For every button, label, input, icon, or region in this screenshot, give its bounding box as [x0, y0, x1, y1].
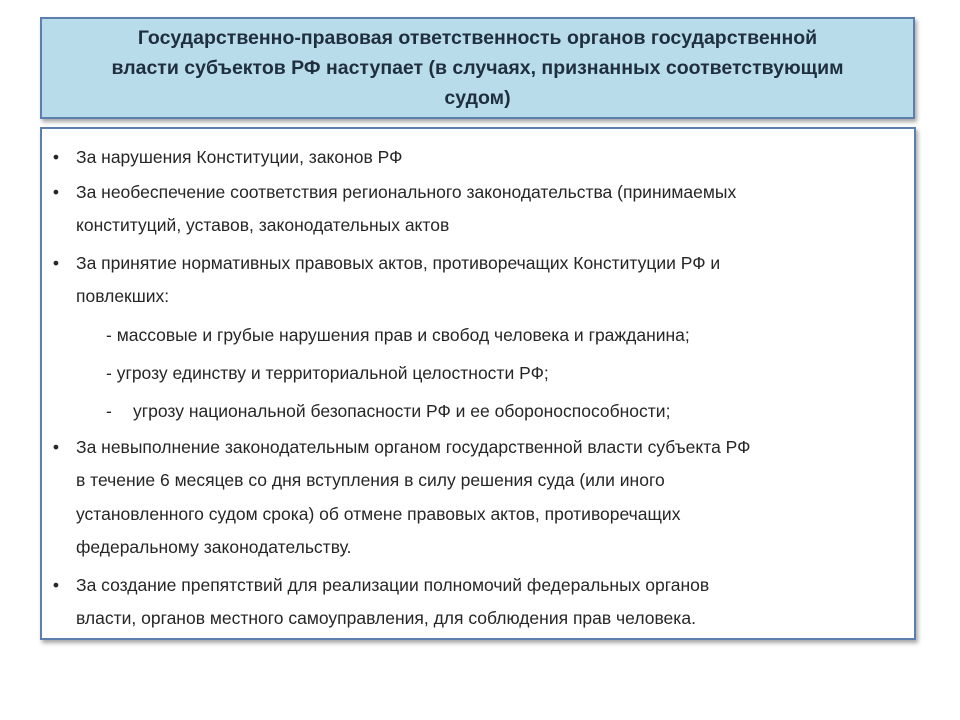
- list-item-line: конституций, уставов, законодательных актов: [76, 215, 450, 235]
- list-item-line: За создание препятствий для реализации полномочий федеральных органов: [76, 575, 710, 595]
- list-item-line: За нарушения Конституции, законов РФ: [76, 147, 403, 167]
- list-item-line: За необеспечение соответствия регионального законодательства (принимаемых: [76, 182, 737, 202]
- bullet-icon: •: [52, 182, 60, 202]
- sub-item-dash: -: [106, 401, 112, 421]
- list-item-line: федеральному законодательству.: [76, 537, 352, 557]
- list-item-line: в течение 6 месяцев со дня вступления в силу решения суда (или иного: [76, 470, 665, 490]
- list-item-line: За принятие нормативных правовых актов, противоречащих Конституции РФ и: [76, 253, 721, 273]
- bullet-icon: •: [52, 147, 60, 167]
- bullet-icon: •: [52, 575, 60, 595]
- bullet-icon: •: [52, 437, 60, 457]
- list-item-line: За невыполнение законодательным органом государственной власти субъекта РФ: [76, 437, 751, 457]
- sub-item: - угрозу единству и территориальной целостности РФ;: [106, 363, 549, 383]
- sub-item: - массовые и грубые нарушения прав и свобод человека и гражданина;: [106, 325, 690, 345]
- title-line-1: Государственно-правовая ответственность органов государственной: [137, 27, 818, 49]
- title-line-3: судом): [444, 87, 511, 109]
- slide-title: [111, 23, 843, 113]
- list-item-line: установленного судом срока) об отмене правовых актов, противоречащих: [76, 504, 681, 524]
- list-item-line: повлекших:: [76, 286, 170, 306]
- sub-item: угрозу национальной безопасности РФ и ее обороноспособности;: [133, 401, 671, 421]
- slide-title-box: [40, 17, 915, 119]
- content-box: [40, 127, 916, 640]
- title-line-2: власти субъектов РФ наступает (в случаях, признанных соответствующим: [111, 57, 844, 79]
- list-item-line: власти, органов местного самоуправления, для соблюдения прав человека.: [76, 608, 696, 628]
- bullet-icon: •: [52, 253, 60, 273]
